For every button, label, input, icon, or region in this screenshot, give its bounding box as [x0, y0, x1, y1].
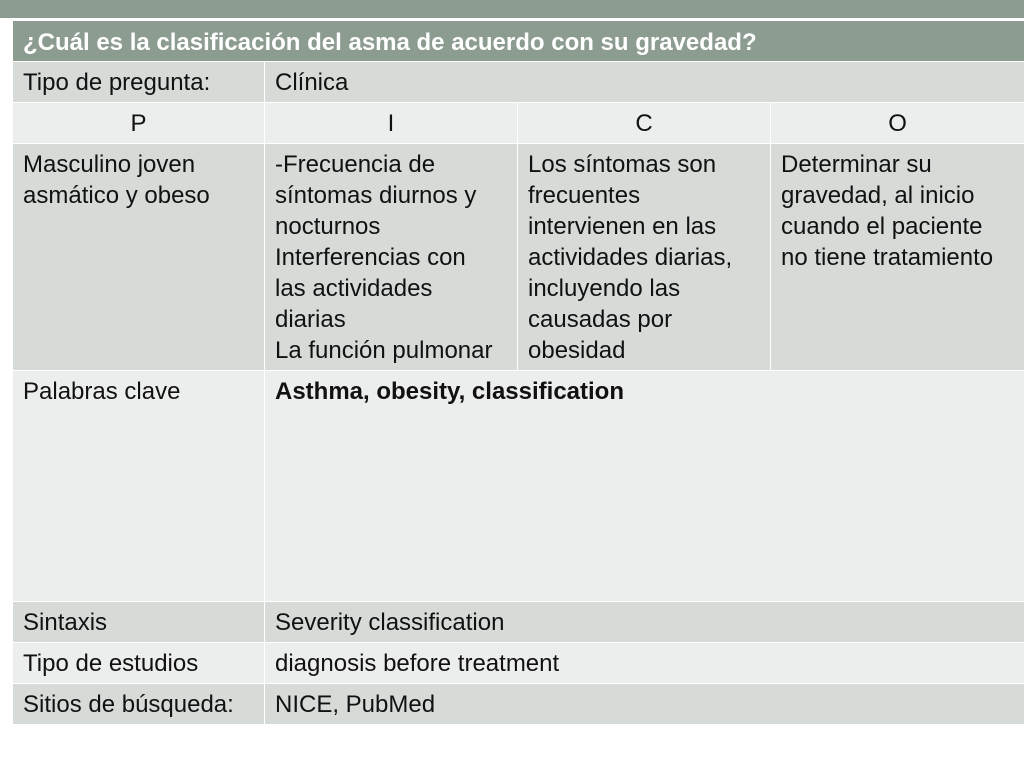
population-line: Masculino joven: [23, 151, 196, 178]
pico-header-o: O: [771, 103, 1024, 144]
keywords-value: Asthma, obesity, classification: [265, 371, 1024, 602]
comparison-line: Los síntomas son: [528, 151, 717, 178]
intervention-line: Interferencias con: [275, 244, 466, 271]
study-type-value: diagnosis before treatment: [265, 643, 1024, 684]
comparison-line: incluyendo las: [528, 275, 681, 302]
study-type-row: [13, 643, 1024, 684]
question-type-value: Clínica: [265, 62, 1024, 103]
pico-comparison-cell: [518, 144, 771, 371]
syntax-row: [13, 602, 1024, 643]
outcome-line: gravedad, al inicio: [781, 182, 975, 209]
study-type-label: Tipo de estudios: [13, 643, 265, 684]
outcome-line: no tiene tratamiento: [781, 244, 994, 271]
outcome-line: cuando el paciente: [781, 213, 983, 240]
comparison-line: actividades diarias,: [528, 244, 733, 271]
pico-content-row: [13, 144, 1024, 371]
pico-population-cell: [13, 144, 265, 371]
intervention-line: las actividades: [275, 275, 433, 302]
intervention-line: La función pulmonar: [275, 337, 493, 364]
pico-table: [12, 20, 1024, 725]
pico-header-i: I: [265, 103, 518, 144]
pico-outcome-cell: [771, 144, 1024, 371]
top-accent-bar: [0, 0, 1024, 18]
comparison-line: causadas por: [528, 306, 673, 333]
search-sites-row: [13, 684, 1024, 725]
question-type-label: Tipo de pregunta:: [13, 62, 265, 103]
intervention-line: síntomas diurnos y: [275, 182, 477, 209]
search-sites-value: NICE, PubMed: [265, 684, 1024, 725]
syntax-label: Sintaxis: [13, 602, 265, 643]
comparison-line: frecuentes: [528, 182, 641, 209]
keywords-row: [13, 371, 1024, 602]
intervention-line: diarias: [275, 306, 346, 333]
title-row: [13, 21, 1024, 62]
keywords-label: Palabras clave: [13, 371, 265, 602]
comparison-line: obesidad: [528, 337, 626, 364]
intervention-line: nocturnos: [275, 213, 381, 240]
search-sites-label: Sitios de búsqueda:: [13, 684, 265, 725]
question-type-row: [13, 62, 1024, 103]
pico-header-p: P: [13, 103, 265, 144]
intervention-line: -Frecuencia de: [275, 151, 436, 178]
syntax-value: Severity classification: [265, 602, 1024, 643]
pico-header-row: [13, 103, 1024, 144]
outcome-line: Determinar su: [781, 151, 932, 178]
comparison-line: intervienen en las: [528, 213, 717, 240]
population-line: asmático y obeso: [23, 182, 210, 209]
pico-intervention-cell: [265, 144, 518, 371]
pico-header-c: C: [518, 103, 771, 144]
question-title: ¿Cuál es la clasificación del asma de acuerdo con su gravedad?: [13, 21, 1024, 62]
